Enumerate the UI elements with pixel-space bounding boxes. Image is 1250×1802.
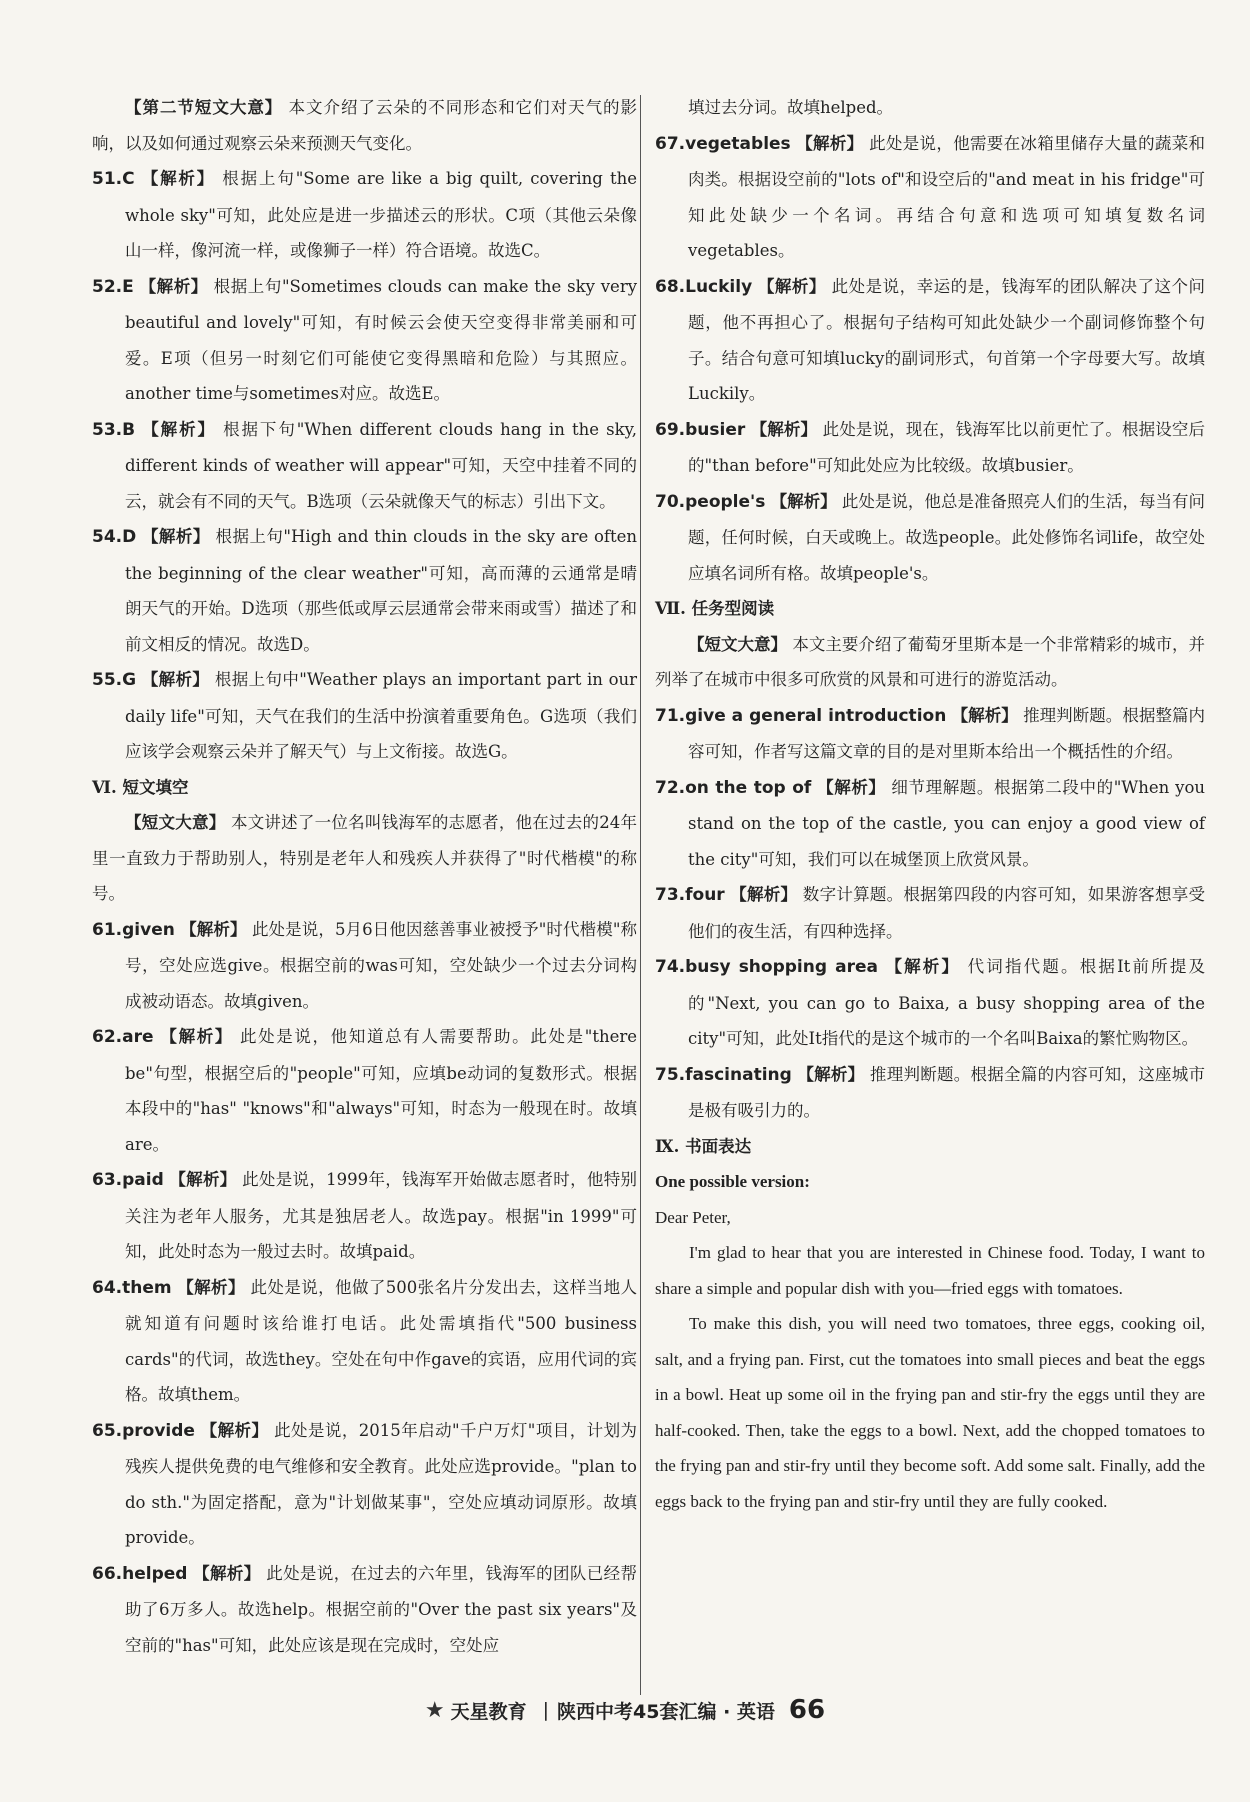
version-label: One possible version: (655, 1172, 810, 1191)
answer-number: 67.vegetables (655, 133, 791, 154)
star-logo-icon: ★ (424, 1697, 445, 1723)
analysis-tag: 【解析】 (142, 419, 216, 439)
analysis-tag: 【解析】 (141, 169, 216, 188)
answer-number: 65.provide (92, 1420, 195, 1441)
answer-68 (655, 269, 1205, 412)
analysis-text: 根据上句"Some are like a big quilt, covering the whole sky"可知，此处应是进一步描述云的形状。C项（其他云朵像山一样，像河流一样，或像狮子一样）符合语境。故选C。 (125, 169, 637, 260)
analysis-tag: 【解析】 (951, 705, 1018, 725)
answer-number: 69.busier (655, 419, 746, 440)
analysis-tag: 【解析】 (169, 1170, 237, 1189)
analysis-tag: 【解析】 (139, 276, 208, 296)
section7-summary-tag: 【短文大意】 (688, 634, 788, 654)
answer-63 (92, 1162, 637, 1270)
analysis-text: 此处是说，他做了500张名片分发出去，这样当地人就知道有问题时该给谁打电话。此处需填指代"500 business cards"的代词，故选they。空处在句中作gave的宾语，应用代词的宾格。故填them。 (125, 1277, 638, 1404)
answer-66 (92, 1556, 637, 1664)
answer-62 (92, 1019, 637, 1162)
answer-51 (92, 161, 637, 269)
analysis-tag: 【解析】 (770, 491, 837, 511)
footer-title: 陕西中考45套汇编 · 英语 (557, 1700, 775, 1723)
analysis-text: 此处是说，他总是准备照亮人们的生活，每当有问题，任何时候，白天或晚上。故选people。此处修饰名词life，故空处应填名词所有格。故填people's。 (688, 491, 1206, 583)
footer-brand: 天星教育 (450, 1700, 527, 1723)
answer-64 (92, 1270, 637, 1413)
answer-52 (92, 269, 637, 412)
answer-55 (92, 662, 637, 770)
answer-number: 64.them (92, 1277, 172, 1298)
analysis-text: 此处是说，2015年启动"千户万灯"项目，计划为残疾人提供免费的电气维修和安全教育。此处应选provide。"plan to do sth."为固定搭配，意为"计划做某事"，空处应填动词原形。故填provide。 (125, 1420, 638, 1547)
section2-title: 【第二节短文大意】 (125, 98, 283, 117)
answer-number: 55.G (92, 670, 137, 690)
section6-title: Ⅵ. 短文填空 (92, 777, 189, 797)
analysis-tag: 【解析】 (141, 670, 210, 689)
answer-number: 70.people's (655, 491, 766, 512)
analysis-text: 此处是说，现在，钱海军比以前更忙了。根据设空后的"than before"可知此处应为比较级。故填busier。 (688, 419, 1206, 475)
answer-number: 63.paid (92, 1170, 164, 1190)
analysis-text: 细节理解题。根据第二段中的"When you stand on the top of the castle, you can enjoy a good view of the city"可知，我们可以在城堡顶上欣赏风景。 (688, 777, 1206, 869)
analysis-text: 此处是说，在过去的六年里，钱海军的团队已经帮助了6万多人。故选help。根据空前的"Over the past six years"及空前的"has"可知，此处应该是现在完成时，空处应 (125, 1563, 638, 1655)
section7-title: Ⅶ. 任务型阅读 (655, 599, 775, 618)
answer-number: 54.D (92, 527, 137, 547)
section2-intro (92, 90, 637, 161)
analysis-text: 数字计算题。根据第四段的内容可知，如果游客想享受他们的夜生活，有四种选择。 (688, 885, 1205, 941)
footer-separator: | (542, 1699, 550, 1721)
analysis-text: 此处是说，1999年，钱海军开始做志愿者时，他特别关注为老年人服务，尤其是独居老人。故选pay。根据"in 1999"可知，此处时态为一般过去时。故填paid。 (125, 1170, 638, 1261)
answer-number: 62.are (92, 1027, 154, 1047)
answer-number: 75.fascinating (655, 1064, 792, 1085)
analysis-text: 推理判断题。根据整篇内容可知，作者写这篇文章的目的是对里斯本给出一个概括性的介绍。 (688, 705, 1206, 761)
analysis-tag: 【解析】 (180, 919, 247, 939)
analysis-tag: 【解析】 (200, 1420, 269, 1440)
answer-73 (655, 877, 1205, 949)
section6-summary-tag: 【短文大意】 (125, 813, 226, 832)
answer-72 (655, 770, 1205, 878)
answer-number: 74.busy shopping area (655, 957, 878, 977)
section7-intro (655, 627, 1205, 698)
letter-paragraph-2: To make this dish, you will need two tomatoes, three eggs, cooking oil, salt, and a frying pan. First, cut the tomatoes into small pieces and beat the eggs in a bowl. Heat up some oil in the frying pan and stir-fry the eggs until they are half-cooked. Then, take the eggs to a bowl. Next, add the chopped tomatoes to the frying pan and stir-fry until they become soft. Add some salt. Finally, add the eggs back to the frying pan and stir-fry until they are fully cooked. (655, 1314, 1205, 1511)
left-column (92, 90, 637, 1663)
answer-number: 66.helped (92, 1563, 188, 1584)
page-number: 66 (788, 1695, 826, 1725)
analysis-text: 根据上句中"Weather plays an important part in our daily life"可知，天气在我们的生活中扮演着重要角色。G选项（我们应该学会观察云朵并了解天气）与上文衔接。故选G。 (125, 670, 638, 761)
analysis-text: 此处是说，他需要在冰箱里储存大量的蔬菜和肉类。根据设空前的"lots of"和设空后的"and meat in his fridge"可知此处缺少一个名词。再结合句意和选项可知填复数名词vegetables。 (688, 133, 1206, 260)
analysis-text: 代词指代题。根据It前所提及的"Next, you can go to Baixa, a busy shopping area of the city"可知，此处It指代的是这个城市的一个名叫Baixa的繁忙购物区。 (688, 957, 1206, 1048)
section6-intro (92, 805, 637, 912)
answer-71 (655, 698, 1205, 770)
answer-number: 53.B (92, 419, 136, 440)
answer-number: 73.four (655, 885, 725, 905)
analysis-tag: 【解析】 (796, 133, 864, 153)
section7-summary: 本文主要介绍了葡萄牙里斯本是一个非常精彩的城市，并列举了在城市中很多可欣赏的风景和可进行的游览活动。 (655, 634, 1206, 689)
analysis-text: 此处是说，5月6日他因慈善事业被授予"时代楷模"称号，空处应选give。根据空前的was可知，空处缺少一个过去分词构成被动语态。故填given。 (125, 919, 638, 1011)
letter-paragraph-1: I'm glad to hear that you are interested in Chinese food. Today, I want to share a simple and popular dish with you—fried eggs with tomatoes. (655, 1243, 1205, 1298)
analysis-tag: 【解析】 (750, 419, 818, 439)
answer-number: 51.C (92, 169, 135, 189)
answer-number: 61.given (92, 919, 175, 940)
analysis-tag: 【解析】 (817, 777, 886, 797)
answer-number: 71.give a general introduction (655, 705, 947, 726)
analysis-tag: 【解析】 (730, 885, 798, 904)
analysis-tag: 【解析】 (885, 957, 961, 976)
answer-66-continued: 填过去分词。故填helped。 (688, 98, 894, 117)
analysis-tag: 【解析】 (177, 1277, 245, 1297)
analysis-tag: 【解析】 (193, 1563, 261, 1583)
answer-61 (92, 912, 637, 1020)
answer-number: 72.on the top of (655, 777, 812, 798)
answer-67 (655, 126, 1205, 269)
answer-number: 52.E (92, 276, 134, 297)
answer-54 (92, 519, 637, 662)
section6-summary: 本文讲述了一位名叫钱海军的志愿者，他在过去的24年里一直致力于帮助别人，特别是老年人和残疾人并获得了"时代楷模"的称号。 (92, 813, 638, 903)
section9-title: Ⅸ. 书面表达 (655, 1136, 752, 1156)
analysis-text: 此处是说，他知道总有人需要帮助。此处是"there be"句型，根据空后的"people"可知，应填be动词的复数形式。根据本段中的"has" "knows"和"always"可知，时态为一般现在时。故填are。 (125, 1027, 638, 1154)
analysis-tag: 【解析】 (757, 276, 826, 296)
answer-number: 68.Luckily (655, 276, 753, 297)
analysis-text: 根据上句"High and thin clouds in the sky are often the beginning of the clear weather"可知，高而薄的云通常是晴朗天气的开始。D选项（那些低或厚云层通常会带来雨或雪）描述了和前文相反的情况。故选D。 (125, 527, 638, 654)
answer-53 (92, 412, 637, 520)
analysis-text: 根据上句"Sometimes clouds can make the sky very beautiful and lovely"可知，有时候云会使天空变得非常美丽和可爱。E项（但另一时刻它们可能使它变得黑暗和危险）与其照应。another time与sometimes对应。故选E。 (125, 276, 638, 403)
analysis-text: 推理判断题。根据全篇的内容可知，这座城市是极有吸引力的。 (688, 1064, 1206, 1120)
right-column (655, 90, 1205, 1519)
page-footer (0, 1690, 1250, 1730)
analysis-tag: 【解析】 (160, 1027, 234, 1046)
answer-70 (655, 484, 1205, 592)
analysis-text: 此处是说，幸运的是，钱海军的团队解决了这个问题，他不再担心了。根据句子结构可知此处缺少一个副词修饰整个句子。结合句意可知填lucky的副词形式，句首第一个字母要大写。故填Luckily。 (688, 276, 1206, 403)
analysis-tag: 【解析】 (141, 527, 210, 546)
analysis-tag: 【解析】 (797, 1064, 865, 1084)
letter-salutation: Dear Peter, (655, 1207, 731, 1227)
column-divider (640, 95, 641, 1695)
answer-69 (655, 412, 1205, 484)
section2-summary: 本文介绍了云朵的不同形态和它们对天气的影响，以及如何通过观察云朵来预测天气变化。 (92, 98, 638, 153)
answer-74 (655, 949, 1205, 1057)
answer-75 (655, 1057, 1205, 1129)
analysis-text: 根据下句"When different clouds hang in the sky, different kinds of weather will appear"可知，天空中挂着不同的云，就会有不同的天气。B选项（云朵就像天气的标志）引出下文。 (125, 419, 638, 511)
answer-65 (92, 1413, 637, 1556)
